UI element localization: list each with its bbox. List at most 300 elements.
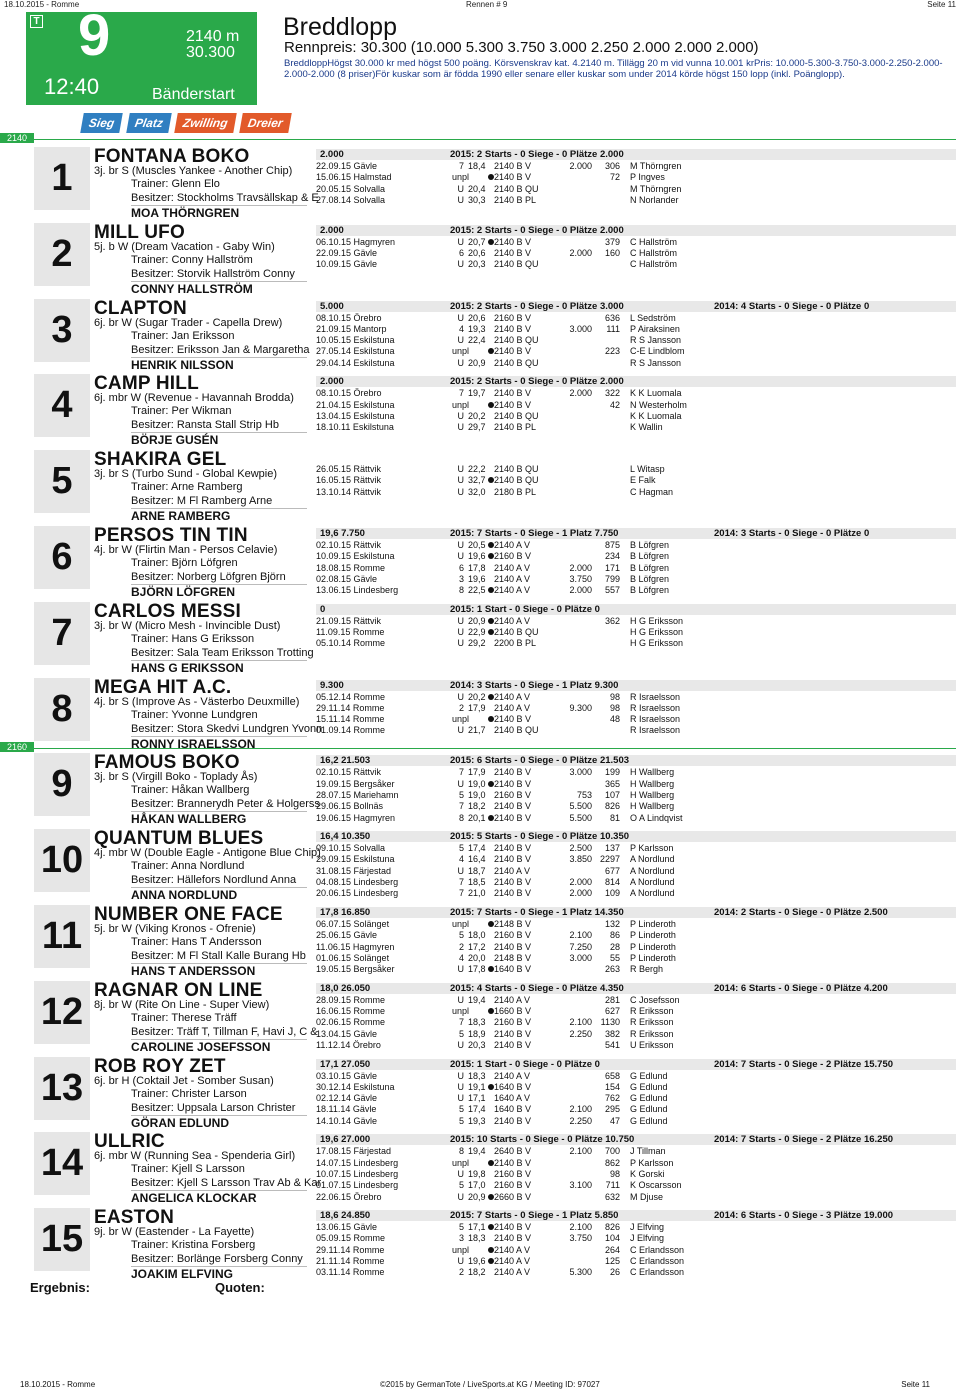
- form-place: U: [457, 1081, 464, 1092]
- horse-entry: [0, 1053, 960, 1129]
- stats-total: 17,8 16.850: [320, 907, 371, 918]
- form-place: 5: [458, 789, 464, 800]
- form-table: [316, 692, 696, 737]
- form-time: 18,4: [468, 161, 486, 171]
- horse-pedigree: 5j. br W (Viking Kronos - Ofrenie): [94, 923, 256, 935]
- form-distance: 2140 B V: [494, 1157, 532, 1168]
- form-date-track: 05.12.14 Romme: [316, 691, 386, 702]
- form-row: [316, 953, 696, 964]
- form-distance: 2140 A V: [494, 1244, 531, 1255]
- stats-year: 2015: 7 Starts - 0 Siege - 1 Platz 14.350: [450, 907, 624, 918]
- form-row: [316, 324, 696, 335]
- form-distance: 1640 B V: [494, 964, 532, 975]
- form-table: [316, 767, 696, 823]
- form-place: 4: [458, 952, 464, 963]
- horse-entry: [0, 143, 960, 219]
- form-prize: 2.000: [569, 585, 592, 596]
- form-distance: 2140 B V: [494, 399, 532, 410]
- form-odds: 826: [604, 801, 620, 812]
- form-odds: 658: [604, 1070, 620, 1081]
- form-date-track: 01.09.14 Romme: [316, 725, 386, 736]
- form-driver: H G Eriksson: [630, 627, 684, 638]
- form-time: 20,9: [468, 357, 486, 368]
- form-row: [316, 411, 696, 422]
- form-distance: 2140 B V: [494, 812, 532, 823]
- race-info-box: [26, 3, 257, 105]
- form-distance: 2140 B V: [494, 346, 532, 357]
- form-row: [316, 813, 696, 824]
- owner: Besitzer: Ransta Stall Strip Hb: [131, 419, 279, 432]
- form-driver: J Tillman: [630, 1146, 666, 1157]
- form-row: [316, 995, 696, 1006]
- form-row: [316, 1082, 696, 1093]
- stats-bar: [316, 149, 956, 160]
- horse-name: ULLRIC: [94, 1131, 165, 1153]
- form-time: 17,4: [468, 843, 486, 854]
- form-row: [316, 767, 696, 778]
- form-table: [316, 1222, 696, 1278]
- horse-name: MEGA HIT A.C.: [94, 676, 232, 698]
- form-row: [316, 563, 696, 574]
- form-date-track: 28.07.15 Mariehamn: [316, 789, 399, 800]
- form-place: unpl: [452, 1244, 470, 1255]
- form-date-track: 01.07.15 Lindesberg: [316, 1180, 399, 1191]
- form-odds: 98: [609, 1168, 620, 1179]
- form-driver: A Nordlund: [630, 865, 675, 876]
- owner: Besitzer: Norberg Löfgren Björn: [131, 571, 286, 583]
- owner: Besitzer: Borlänge Forsberg Conny: [131, 1253, 303, 1266]
- form-date-track: 26.05.15 Rättvik: [316, 464, 382, 475]
- form-row: [316, 1029, 696, 1040]
- form-date-track: 05.10.14 Romme: [316, 638, 386, 649]
- horse-entry: [0, 295, 960, 371]
- driver: HENRIK NILSSON: [131, 357, 307, 372]
- owner: Besitzer: Sala Team Eriksson Trotting: [131, 646, 314, 659]
- form-place: unpl: [452, 714, 470, 725]
- form-place: U: [457, 691, 464, 702]
- stats-prev-year: 2014: 3 Starts - 0 Siege - 0 Plätze 0: [714, 528, 870, 539]
- form-time: 20,3: [468, 259, 486, 270]
- form-driver: R Eriksson: [630, 1006, 674, 1017]
- form-odds: 2297: [599, 854, 620, 865]
- form-driver: H G Eriksson: [630, 638, 684, 649]
- footer-left: 18.10.2015 - Romme: [20, 1380, 96, 1389]
- form-date-track: 10.05.15 Eskilstuna: [316, 335, 395, 346]
- stats-total: 2.000: [320, 149, 344, 160]
- form-date-track: 05.09.15 Romme: [316, 1233, 386, 1244]
- form-driver: U Eriksson: [630, 1039, 674, 1050]
- form-time: 17,1: [468, 1093, 486, 1104]
- owner: Besitzer: Brannerydh Peter & Holgerss: [131, 798, 320, 811]
- form-row: [316, 422, 696, 433]
- form-date-track: 03.11.14 Romme: [316, 1267, 385, 1278]
- stats-total: 2.000: [320, 376, 344, 388]
- form-driver: R Israelsson: [630, 714, 681, 725]
- form-place: unpl: [452, 919, 470, 929]
- form-driver: C Hagman: [630, 486, 674, 497]
- form-driver: H Wallberg: [630, 801, 675, 812]
- form-date-track: 19.09.15 Bergsåker: [316, 778, 395, 789]
- form-place: U: [457, 259, 464, 270]
- form-odds: 125: [604, 1256, 620, 1267]
- form-odds: 295: [604, 1104, 620, 1115]
- form-row: [316, 1180, 696, 1191]
- form-odds: 47: [609, 1115, 620, 1126]
- form-table: [316, 464, 696, 498]
- form-place: 5: [458, 1180, 464, 1191]
- form-driver: K K Luomala: [630, 388, 682, 399]
- form-odds: 799: [604, 573, 620, 584]
- form-driver: N Westerholm: [630, 399, 687, 410]
- form-odds: 700: [604, 1146, 620, 1157]
- form-date-track: 17.08.15 Färjestad: [316, 1146, 392, 1157]
- form-time: 20,4: [468, 183, 486, 194]
- form-date-track: 13.04.15 Eskilstuna: [316, 410, 395, 421]
- form-distance: 2140 B QU: [494, 357, 539, 368]
- trainer: Trainer: Jan Eriksson: [131, 329, 235, 342]
- form-place: U: [457, 422, 464, 433]
- form-distance: 2140 B V: [494, 236, 532, 247]
- form-date-track: 18.08.15 Romme: [316, 562, 386, 573]
- form-time: 20,0: [468, 952, 486, 963]
- form-row: [316, 1267, 696, 1278]
- stats-bar: [316, 528, 956, 539]
- start-number: 14: [34, 1132, 90, 1195]
- form-prize: 2.000: [569, 248, 592, 259]
- form-place: U: [457, 627, 464, 638]
- form-driver: K Wallin: [630, 422, 663, 433]
- form-place: 3: [458, 573, 464, 584]
- form-time: 19,4: [468, 1146, 486, 1157]
- form-time: 19,6: [468, 1256, 486, 1267]
- form-prize: 2.000: [569, 562, 592, 573]
- form-place: U: [457, 540, 464, 550]
- form-table: [316, 313, 696, 369]
- form-odds: 382: [604, 1028, 620, 1039]
- form-distance: 2200 B PL: [494, 638, 537, 649]
- form-odds: 322: [604, 388, 620, 399]
- form-row: [316, 1169, 696, 1180]
- form-driver: G Edlund: [630, 1104, 668, 1115]
- start-number: 7: [34, 602, 90, 665]
- form-place: U: [457, 1256, 464, 1267]
- form-distance: 2140 B V: [494, 843, 532, 854]
- form-place: U: [457, 236, 464, 247]
- driver: CAROLINE JOSEFSSON: [131, 1039, 307, 1054]
- form-time: 18,0: [468, 930, 486, 941]
- start-number: 3: [34, 299, 90, 362]
- driver: RONNY ISRAELSSON: [131, 736, 307, 751]
- form-driver: B Löfgren: [630, 551, 670, 562]
- form-odds: 107: [604, 789, 620, 800]
- form-odds: 137: [604, 843, 620, 854]
- form-prize: 3.750: [569, 1233, 592, 1244]
- form-odds: 28: [609, 941, 620, 952]
- form-row: [316, 854, 696, 865]
- form-distance: 2140 A V: [494, 865, 531, 876]
- form-place: 2: [458, 1267, 464, 1278]
- form-row: [316, 574, 696, 585]
- form-driver: O A Lindqvist: [630, 812, 683, 823]
- horse-name: CARLOS MESSI: [94, 600, 242, 622]
- start-number: 5: [34, 450, 90, 513]
- form-prize: 7.250: [569, 941, 592, 952]
- form-date-track: 13.06.15 Gävle: [316, 1222, 378, 1233]
- form-driver: P Linderoth: [630, 952, 676, 963]
- driver: HÅKAN WALLBERG: [131, 811, 307, 826]
- horse-pedigree: 9j. br W (Eastender - La Fayette): [94, 1226, 255, 1239]
- form-row: [316, 888, 696, 899]
- form-date-track: 08.10.15 Örebro: [316, 312, 382, 323]
- form-prize: 2.250: [569, 1115, 592, 1126]
- stats-bar: [316, 831, 956, 842]
- form-date-track: 11.09.15 Romme: [316, 627, 385, 638]
- driver: GÖRAN EDLUND: [131, 1115, 307, 1130]
- form-place: 2: [458, 702, 464, 713]
- form-table: [316, 616, 696, 650]
- form-driver: R Israelsson: [630, 691, 681, 702]
- start-number: 10: [34, 829, 90, 892]
- form-time: 16,4: [468, 854, 486, 865]
- trainer: Trainer: Conny Hallström: [131, 253, 253, 266]
- form-odds: 98: [609, 691, 620, 702]
- horse-name: CAMP HILL: [94, 373, 199, 395]
- form-distance: 2160 B V: [494, 930, 532, 941]
- form-driver: B Löfgren: [630, 540, 670, 550]
- horse-entry: [0, 1128, 960, 1204]
- horse-name: FAMOUS BOKO: [94, 752, 240, 774]
- form-place: 6: [458, 248, 464, 259]
- stats-bar: [316, 1059, 956, 1070]
- form-driver: K K Luomala: [630, 410, 682, 421]
- form-place: 7: [458, 161, 464, 171]
- form-odds: 104: [604, 1233, 620, 1244]
- form-time: 19,6: [468, 551, 486, 562]
- form-distance: 2140 A V: [494, 1256, 531, 1267]
- form-row: [316, 464, 696, 475]
- form-odds: 365: [604, 778, 620, 789]
- form-row: [316, 627, 696, 638]
- driver: BÖRJE GUSÉN: [131, 432, 307, 447]
- form-time: 18,2: [468, 801, 486, 812]
- driver: ARNE RAMBERG: [131, 508, 307, 523]
- form-date-track: 21.11.14 Romme: [316, 1256, 385, 1267]
- form-driver: A Nordlund: [630, 877, 675, 888]
- form-date-track: 27.05.14 Eskilstuna: [316, 346, 395, 357]
- owner: Besitzer: Träff T, Tillman F, Havi J, C &: [131, 1025, 318, 1038]
- form-prize: 2.000: [569, 161, 592, 171]
- form-date-track: 04.08.15 Lindesberg: [316, 877, 399, 888]
- form-driver: C Erlandsson: [630, 1244, 685, 1255]
- start-number: 2: [34, 223, 90, 286]
- owner: Besitzer: M Fl Ramberg Arne: [131, 495, 273, 508]
- form-place: 5: [458, 1222, 464, 1233]
- form-odds: 281: [604, 994, 620, 1005]
- horse-name: RAGNAR ON LINE: [94, 979, 263, 1001]
- form-distance: 2140 B QU: [494, 725, 539, 736]
- form-time: 22,4: [468, 335, 486, 346]
- form-row: [316, 346, 696, 357]
- form-driver: J Elfving: [630, 1222, 665, 1233]
- form-date-track: 10.09.15 Gävle: [316, 259, 378, 270]
- form-date-track: 21.09.15 Rättvik: [316, 615, 382, 626]
- form-prize: 3.000: [569, 952, 592, 963]
- form-driver: R Israelsson: [630, 702, 681, 713]
- form-row: [316, 1040, 696, 1051]
- form-date-track: 02.06.15 Romme: [316, 1017, 386, 1028]
- race-time: 12:40: [44, 74, 100, 99]
- form-odds: 557: [604, 585, 620, 596]
- horse-pedigree: 4j. mbr W (Double Eagle - Antigone Blue Chip): [94, 847, 321, 860]
- form-driver: C Erlandsson: [630, 1256, 685, 1267]
- form-place: U: [457, 335, 464, 346]
- driver: JOAKIM ELFVING: [131, 1266, 307, 1281]
- form-distance: 2140 B V: [494, 388, 532, 399]
- form-time: 29,7: [468, 422, 486, 433]
- form-odds: 154: [604, 1081, 620, 1092]
- horse-entry: [0, 219, 960, 295]
- horse-name: CLAPTON: [94, 297, 187, 319]
- footer-right: Seite 11: [901, 1380, 930, 1389]
- form-distance: 2140 B PL: [494, 194, 537, 205]
- form-row: [316, 725, 696, 736]
- form-place: U: [457, 1093, 464, 1104]
- stats-year: 2015: 2 Starts - 0 Siege - 0 Plätze 2.000: [450, 376, 624, 388]
- form-odds: 1130: [600, 1017, 620, 1028]
- form-odds: 109: [604, 888, 620, 899]
- form-date-track: 02.10.15 Rättvik: [316, 767, 382, 778]
- form-time: 19,3: [468, 1115, 486, 1126]
- horse-entry: [0, 446, 960, 522]
- trainer: Trainer: Glenn Elo: [131, 178, 220, 190]
- form-driver: G Edlund: [630, 1070, 668, 1081]
- form-driver: K Oscarsson: [630, 1180, 682, 1191]
- stats-total: 18,0 26.050: [320, 982, 371, 994]
- form-distance: 2140 B QU: [494, 335, 539, 346]
- form-time: 19,0: [468, 778, 486, 789]
- form-time: 20,3: [468, 1039, 486, 1050]
- form-prize: 3.000: [569, 767, 592, 778]
- trainer: Trainer: Hans G Eriksson: [131, 632, 255, 645]
- form-place: unpl: [452, 346, 470, 357]
- form-place: unpl: [452, 399, 470, 410]
- form-date-track: 29.11.14 Romme: [316, 1244, 385, 1255]
- trainer: Trainer: Christer Larson: [131, 1087, 247, 1100]
- form-time: 20,9: [468, 615, 486, 626]
- form-prize: 2.100: [569, 930, 592, 941]
- stats-total: 18,6 24.850: [320, 1210, 371, 1222]
- form-driver: M Thörngren: [630, 161, 682, 171]
- form-odds: 826: [604, 1222, 620, 1233]
- stats-year: 2015: 2 Starts - 0 Siege - 0 Plätze 2.000: [450, 224, 624, 236]
- form-distance: 2140 B V: [494, 767, 532, 778]
- form-driver: G Edlund: [630, 1115, 668, 1126]
- form-distance: 2660 B V: [494, 1191, 532, 1202]
- form-date-track: 18.11.14 Gävle: [316, 1104, 377, 1115]
- form-date-track: 13.04.15 Gävle: [316, 1028, 378, 1039]
- form-distance: 2140 A V: [494, 540, 531, 550]
- form-distance: 2140 B V: [494, 323, 532, 334]
- form-distance: 2140 B PL: [494, 422, 537, 433]
- form-place: 5: [458, 1104, 464, 1115]
- form-odds: 632: [604, 1191, 620, 1202]
- race-distance: 2140 m: [186, 28, 240, 45]
- quotes-label: Quoten:: [215, 1280, 265, 1295]
- horse-entry: [0, 825, 960, 901]
- form-time: 32,0: [468, 486, 486, 497]
- form-driver: P Linderoth: [630, 941, 676, 952]
- form-driver: R S Jansson: [630, 335, 682, 346]
- bet-platz: Platz: [126, 113, 172, 133]
- form-driver: C Hallström: [630, 248, 678, 259]
- owner: Besitzer: Hällefors Nordlund Anna: [131, 874, 297, 887]
- stats-bar: [316, 604, 956, 615]
- form-odds: 362: [604, 615, 620, 626]
- header-right: Seite 11: [927, 0, 956, 9]
- form-place: U: [457, 1191, 464, 1202]
- form-time: 20,1: [468, 812, 486, 823]
- horse-name: PERSOS TIN TIN: [94, 525, 248, 546]
- form-time: 29,2: [468, 638, 486, 649]
- horse-pedigree: 6j. br H (Coktail Jet - Somber Susan): [94, 1074, 274, 1087]
- form-distance: 2140 B QU: [494, 259, 539, 270]
- horse-entry: [0, 522, 960, 598]
- form-row: [316, 1006, 696, 1017]
- stats-total: 19,6 7.750: [320, 528, 365, 539]
- start-number: 11: [34, 905, 90, 968]
- form-time: 17,9: [468, 767, 486, 778]
- form-time: 18,3: [468, 1017, 486, 1028]
- form-date-track: 29.11.14 Romme: [316, 702, 385, 713]
- stats-year: 2014: 3 Starts - 0 Siege - 1 Platz 9.300: [450, 679, 619, 691]
- stats-total: 16,4 10.350: [320, 831, 371, 843]
- form-odds: 72: [609, 172, 620, 183]
- form-row: [316, 714, 696, 725]
- form-odds: 199: [604, 767, 620, 778]
- form-prize: 2.500: [569, 843, 592, 854]
- form-place: 7: [458, 877, 464, 888]
- stats-bar: [316, 983, 956, 994]
- form-odds: 677: [604, 865, 620, 876]
- form-driver: P Karlsson: [630, 843, 674, 854]
- form-distance: 1660 B V: [494, 1006, 532, 1017]
- form-driver: R S Jansson: [630, 357, 682, 368]
- horse-entry: [0, 370, 960, 446]
- form-row: [316, 843, 696, 854]
- form-prize: 2.000: [569, 888, 592, 899]
- form-row: [316, 475, 696, 486]
- form-place: U: [457, 615, 464, 626]
- form-driver: H Wallberg: [630, 767, 675, 778]
- stats-total: 2.000: [320, 224, 344, 236]
- form-distance: 2140 B V: [494, 161, 532, 171]
- form-time: 19,4: [468, 994, 486, 1005]
- stats-bar: [316, 301, 956, 312]
- form-time: 20,7: [468, 236, 486, 247]
- horse-entry: [0, 977, 960, 1053]
- form-time: 21,0: [468, 888, 486, 899]
- form-date-track: 28.09.15 Romme: [316, 994, 386, 1005]
- form-place: U: [457, 464, 464, 475]
- header-left: 18.10.2015 - Romme: [4, 0, 80, 9]
- form-place: 4: [458, 854, 464, 865]
- form-driver: L Witasp: [630, 464, 665, 475]
- form-prize: 9.300: [569, 702, 592, 713]
- form-driver: K Gorski: [630, 1168, 665, 1179]
- driver: ANGELICA KLOCKAR: [131, 1190, 307, 1205]
- form-distance: 2140 A V: [494, 585, 531, 596]
- form-place: 3: [458, 1233, 464, 1244]
